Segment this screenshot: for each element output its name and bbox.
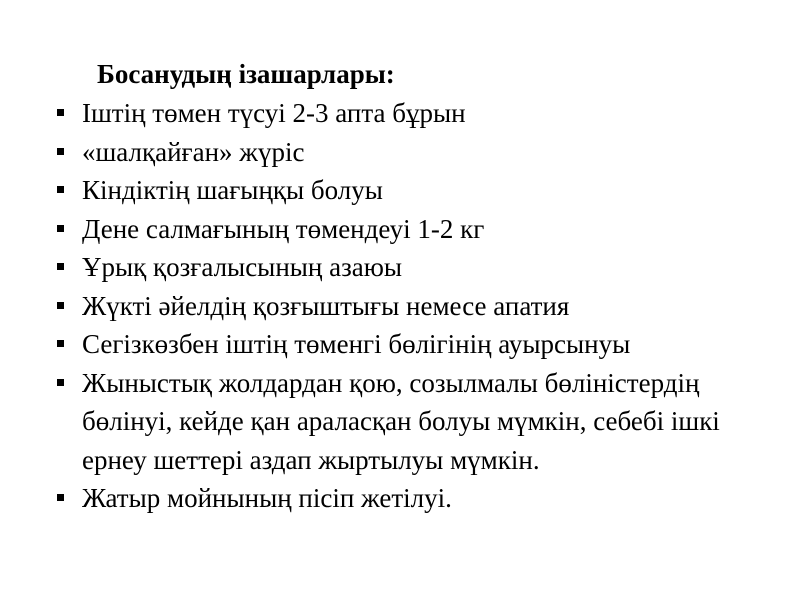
square-bullet-icon [57, 148, 64, 155]
bullet-list [56, 94, 786, 518]
square-bullet-icon [57, 109, 64, 116]
list-item-text: «шалқайған» жүріс [82, 136, 305, 167]
list-item-text: Жатыр мойнының пісіп жетілуі. [82, 483, 452, 513]
slide-title: Босанудың ізашарлары: [97, 59, 395, 89]
list-item-text: Іштің төмен түсуі 2-3 апта бұрын [82, 98, 466, 128]
list-item-text: Жүкті әйелдің қозғыштығы немесе апатия [82, 290, 570, 321]
list-item [56, 133, 786, 172]
list-item-text: Ұрық қозғалысының азаюы [82, 252, 403, 282]
list-item-text: Кіндіктің шағыңқы болуы [82, 175, 383, 205]
square-bullet-icon [57, 263, 64, 270]
list-item-text: Дене салмағының төмендеуі 1-2 кг [82, 213, 485, 244]
list-item-text: Сегізкөзбен іштің төменгі бөлігінің ауырсынуы [82, 329, 631, 359]
square-bullet-icon [57, 225, 64, 232]
square-bullet-icon [57, 379, 64, 386]
list-item [56, 479, 786, 518]
list-item [56, 94, 786, 133]
square-bullet-icon [57, 494, 64, 501]
list-item-text: Жыныстық жолдардан қою, созылмалы бөліністердің бөлінуі, кейде қан араласқан болуы мүмкін, себебі ішкі ернеу шеттері аздап жыртылуы мүмкін. [82, 367, 720, 475]
list-item [56, 248, 786, 287]
list-item [56, 287, 786, 326]
square-bullet-icon [57, 302, 64, 309]
list-item [56, 325, 786, 364]
square-bullet-icon [57, 340, 64, 347]
square-bullet-icon [57, 186, 64, 193]
list-item [56, 210, 786, 249]
list-item [56, 171, 786, 210]
list-item [56, 364, 786, 480]
